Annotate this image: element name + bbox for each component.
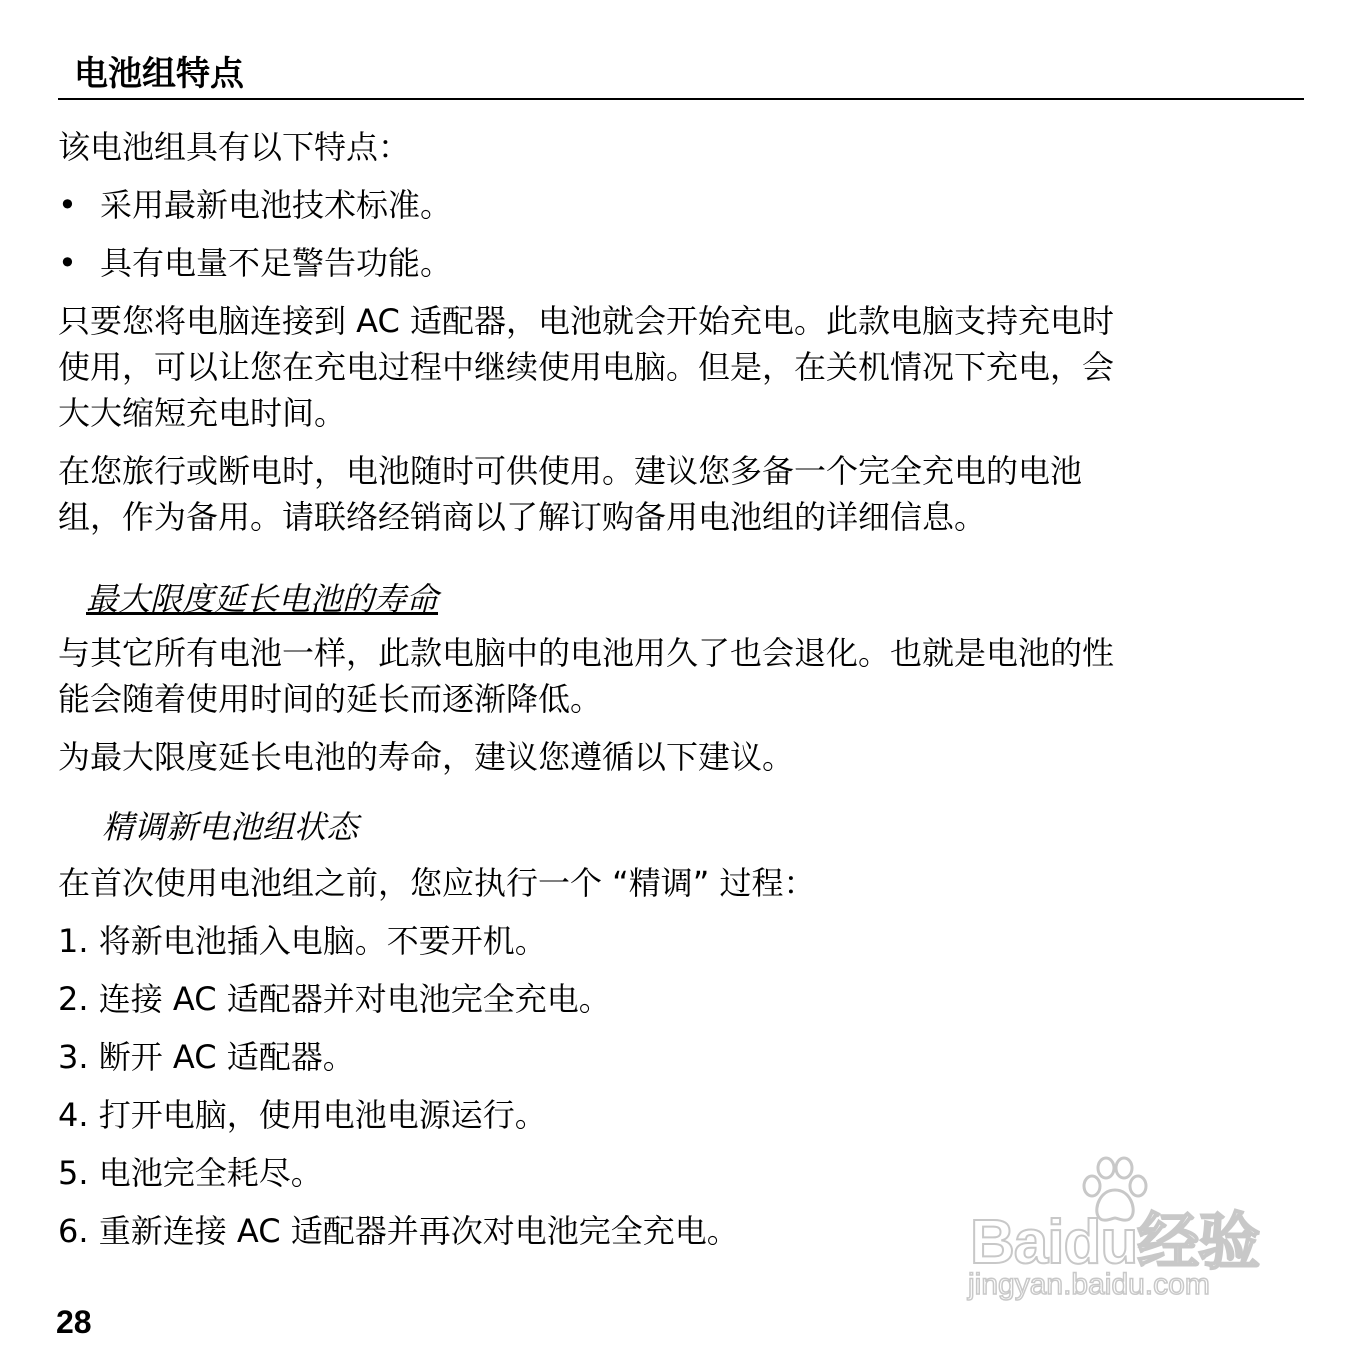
page-number: 28 [56,1304,92,1340]
paragraph-line: 大大缩短充电时间。 [58,394,347,432]
bullet-text: 具有电量不足警告功能。 [100,244,453,282]
paragraph-degradation [58,630,1304,722]
step-item: 1. 将新电池插入电脑。不要开机。 [58,922,547,960]
watermark [960,1150,1290,1310]
paragraph-charging [58,298,1304,436]
subsection-title-calibration: 精调新电池组状态 [102,808,359,846]
bullet-text: 采用最新电池技术标准。 [100,186,453,224]
bullet-dot: • [58,186,77,224]
paragraph-line: 与其它所有电池一样，此款电脑中的电池用久了也会退化。也就是电池的性 [58,634,1115,672]
paragraph-line: 只要您将电脑连接到 AC 适配器，电池就会开始充电。此款电脑支持充电时 [58,302,1115,340]
bullet-item [58,182,452,228]
bullet-dot: • [58,244,77,282]
bullet-item [58,240,452,286]
paragraph-line: 在您旅行或断电时，电池随时可供使用。建议您多备一个完全充电的电池 [58,452,1083,490]
paragraph-line: 使用，可以让您在充电过程中继续使用电脑。但是，在关机情况下充电，会 [58,348,1115,386]
paragraph-spare-battery [58,448,1304,540]
subsection-title-battery-life: 最大限度延长电池的寿命 [86,580,439,618]
step-item: 3. 断开 AC 适配器。 [58,1038,355,1076]
intro-text: 该电池组具有以下特点： [58,128,411,166]
watermark-logo-text: Baidu经验 [970,1208,1260,1277]
paragraph-recommendation: 为最大限度延长电池的寿命，建议您遵循以下建议。 [58,738,795,776]
heading-divider [58,98,1304,100]
paragraph-calibration-intro: 在首次使用电池组之前，您应执行一个 “精调” 过程： [58,864,816,902]
paragraph-line: 能会随着使用时间的延长而逐渐降低。 [58,680,603,718]
step-item: 2. 连接 AC 适配器并对电池完全充电。 [58,980,611,1018]
paragraph-line: 组，作为备用。请联络经销商以了解订购备用电池组的详细信息。 [58,498,987,536]
step-item: 6. 重新连接 AC 适配器并再次对电池完全充电。 [58,1212,739,1250]
step-item: 5. 电池完全耗尽。 [58,1154,323,1192]
section-heading: 电池组特点 [74,54,244,94]
watermark-url: jingyan.baidu.com [968,1268,1210,1301]
step-item: 4. 打开电脑，使用电池电源运行。 [58,1096,547,1134]
